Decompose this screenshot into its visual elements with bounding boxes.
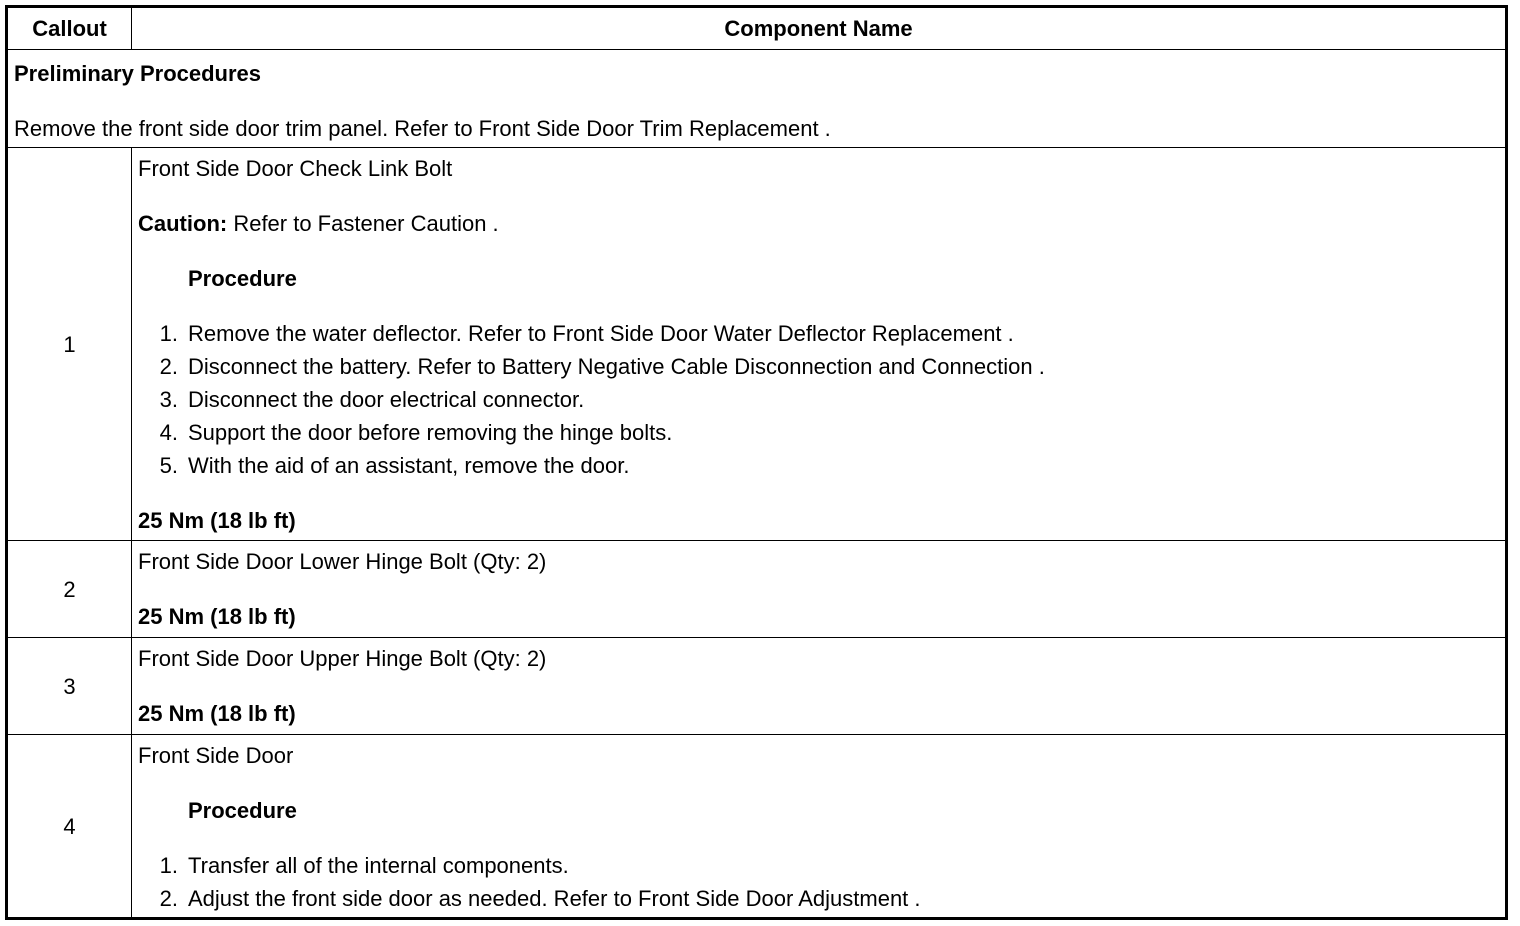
step-text: Transfer all of the internal components.: [188, 853, 569, 878]
step-text: Adjust the front side door as needed. Refer to Front Side Door Adjustment .: [188, 886, 921, 911]
procedure-title: Procedure: [188, 266, 297, 291]
spacer: [14, 90, 1499, 112]
step-number: 2.: [159, 354, 178, 379]
table-row: [7, 148, 1507, 541]
caution-label: Caution:: [138, 211, 228, 236]
spacer: [138, 827, 1499, 849]
callout-number: 3: [7, 638, 132, 735]
step-number: 2.: [159, 886, 178, 911]
spacer: [138, 578, 1499, 600]
list-item: [138, 449, 1499, 482]
procedure-steps: [138, 849, 1499, 915]
component-name: Front Side Door Upper Hinge Bolt (Qty: 2): [138, 646, 547, 671]
callout-number: 4: [7, 735, 132, 919]
spacer: [138, 185, 1499, 207]
component-name: Front Side Door Lower Hinge Bolt (Qty: 2): [138, 549, 547, 574]
step-number: 4.: [159, 420, 178, 445]
step-text: Disconnect the battery. Refer to Battery Negative Cable Disconnection and Connection .: [188, 354, 1045, 379]
table-header-row: [7, 7, 1507, 50]
preliminary-row: [7, 50, 1507, 148]
list-item: [138, 383, 1499, 416]
component-name: Front Side Door: [138, 743, 294, 768]
spacer: [138, 295, 1499, 317]
callout-number: 1: [7, 148, 132, 541]
procedure-title: Procedure: [188, 798, 297, 823]
caution-text: Refer to Fastener Caution .: [227, 211, 499, 236]
list-item: [138, 849, 1499, 882]
step-number: 5.: [159, 453, 178, 478]
step-number: 1.: [159, 853, 178, 878]
component-table: [5, 5, 1508, 920]
list-item: [138, 416, 1499, 449]
step-text: Disconnect the door electrical connector.: [188, 387, 585, 412]
component-name: Front Side Door Check Link Bolt: [138, 156, 453, 181]
step-text: Remove the water deflector. Refer to Front Side Door Water Deflector Replacement .: [188, 321, 1014, 346]
component-cell: [132, 638, 1507, 735]
torque-spec: 25 Nm (18 lb ft): [138, 604, 296, 629]
header-component-name: Component Name: [132, 7, 1507, 50]
spacer: [138, 772, 1499, 794]
component-cell: [132, 735, 1507, 919]
table-row: [7, 541, 1507, 638]
step-text: Support the door before removing the hinge bolts.: [188, 420, 673, 445]
list-item: [138, 882, 1499, 915]
header-callout: Callout: [7, 7, 132, 50]
step-number: 3.: [159, 387, 178, 412]
list-item: [138, 350, 1499, 383]
preliminary-text: Remove the front side door trim panel. Refer to Front Side Door Trim Replacement .: [14, 116, 831, 141]
step-number: 1.: [159, 321, 178, 346]
callout-number: 2: [7, 541, 132, 638]
component-cell: [132, 541, 1507, 638]
preliminary-cell: [7, 50, 1507, 148]
component-cell: [132, 148, 1507, 541]
list-item: [138, 317, 1499, 350]
caution-note: [138, 207, 1499, 240]
table-row: [7, 638, 1507, 735]
table-row: [7, 735, 1507, 919]
step-text: With the aid of an assistant, remove the door.: [188, 453, 630, 478]
torque-spec: 25 Nm (18 lb ft): [138, 508, 296, 533]
procedure-steps: [138, 317, 1499, 482]
spacer: [138, 675, 1499, 697]
torque-spec: 25 Nm (18 lb ft): [138, 701, 296, 726]
preliminary-title: Preliminary Procedures: [14, 61, 262, 86]
spacer: [138, 482, 1499, 504]
spacer: [138, 240, 1499, 262]
